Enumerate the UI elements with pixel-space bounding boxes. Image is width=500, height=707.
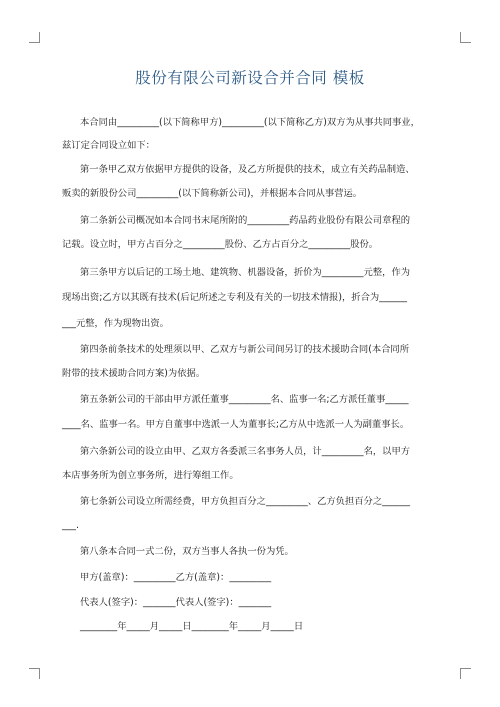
signature-line-seal: 甲方(盖章)：_________乙方(盖章)：_________ bbox=[80, 572, 272, 583]
paragraph-line: 兹订定合同设立如下： bbox=[62, 140, 155, 151]
paragraph-line: 第七条新公司设立所需经费，甲方负担百分之_________、乙方负担百分之______ bbox=[80, 496, 411, 507]
paragraph-line: 第一条甲乙双方依据甲方提供的设备，及乙方所提供的技术，成立有关药品制造、 bbox=[80, 164, 415, 175]
paragraph-line: 记载。设立时，甲方占百分之_________股份、乙方占百分之_________股份。 bbox=[62, 239, 379, 250]
paragraph-line: 附带的技术援助合同方案)为依据。 bbox=[62, 368, 206, 379]
signature-line-date: ________年_____月_____日________年_____月_____日 bbox=[80, 621, 304, 632]
paragraph-line: 本合同由_________(以下简称甲方)_________(以下简称乙方)双方为从事共同事业， bbox=[80, 117, 420, 128]
paragraph-line: 第三条甲方以后记的工场土地、建筑物、机器设备，折价为_________元整，作为 bbox=[80, 267, 411, 278]
paragraph-line: 贩卖的新股份公司_________(以下简称新公司)，并根据本合同从事营运。 bbox=[62, 188, 363, 199]
crop-mark-top-right bbox=[460, 32, 471, 43]
document-title: 股份有限公司新设合并合同 模板 bbox=[135, 69, 365, 87]
paragraph-line: 第六条新公司的设立由甲、乙双方各委派三名事务人员，计_________名，以甲方 bbox=[80, 446, 411, 457]
paragraph-line: ___. bbox=[62, 520, 79, 531]
crop-mark-bottom-left bbox=[29, 668, 40, 679]
paragraph-line: 第八条本合同一式二份，双方当事人各执一份为凭。 bbox=[80, 546, 294, 557]
paragraph-line: 第五条新公司的干部由甲方派任董事_________名、监事一名;乙方派任董事_____ bbox=[80, 394, 409, 405]
crop-mark-bottom-right bbox=[460, 668, 471, 679]
paragraph-line: 现场出资;乙方以其既有技术(后记所述之专利及有关的一切技术情报)，折合为______ bbox=[62, 292, 408, 303]
paragraph-line: 本店事务所为创立事务所，进行筹组工作。 bbox=[62, 470, 239, 481]
paragraph-line: 第二条新公司概况如本合同书末尾所附的_________药品药业股份有限公司章程的 bbox=[80, 215, 411, 226]
paragraph-line: ____名、监事一名。甲方自董事中选派一人为董事长;乙方从中选派一人为副董事长。 bbox=[62, 419, 410, 430]
paragraph-line: ___元整，作为现物出资。 bbox=[62, 318, 169, 329]
signature-line-representative: 代表人(签字)：_______代表人(签字)：_______ bbox=[80, 597, 272, 608]
paragraph-line: 第四条前条技术的处理须以甲、乙双方与新公司间另订的技术援助合同(本合同所 bbox=[80, 344, 410, 355]
crop-mark-top-left bbox=[29, 32, 40, 43]
